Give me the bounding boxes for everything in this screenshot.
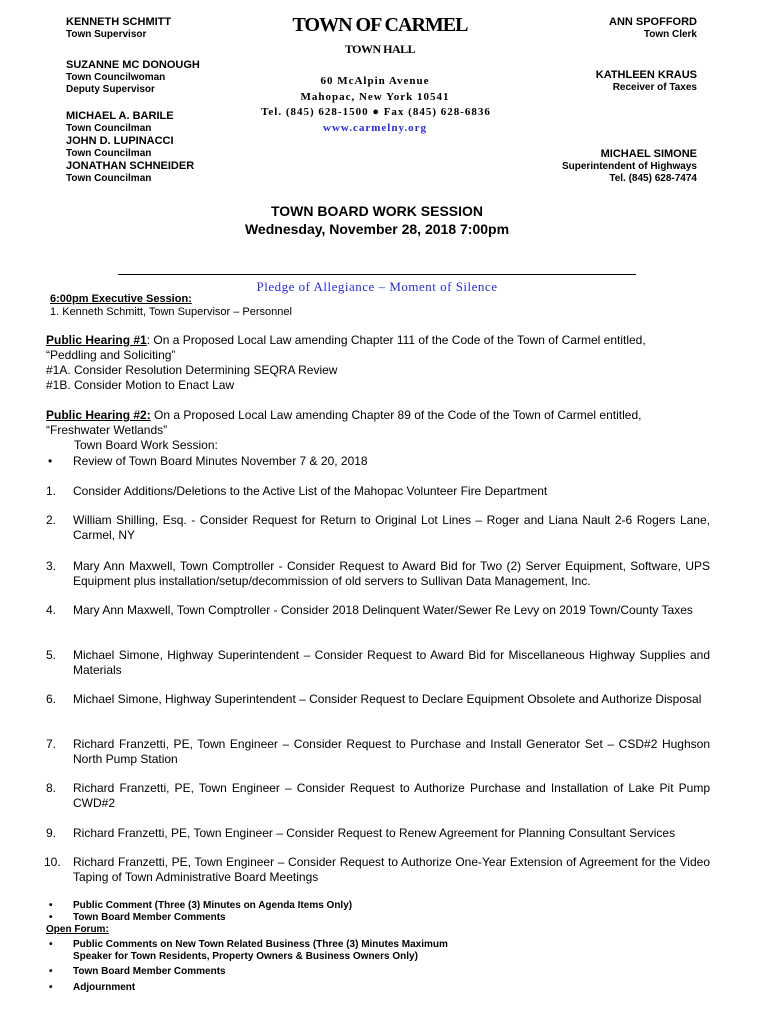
official-name: SUZANNE MC DONOUGH: [66, 59, 200, 71]
agenda-item: [46, 603, 710, 618]
agenda-item-number: 4.: [46, 603, 57, 617]
hearing-1-item-b: #1B. Consider Motion to Enact Law: [46, 378, 235, 392]
official-name: KATHLEEN KRAUS: [595, 69, 697, 81]
right-officials-block: [477, 16, 697, 41]
agenda-item: [46, 559, 710, 589]
website-link[interactable]: www.carmelny.org: [323, 122, 427, 134]
left-officials-block: [66, 16, 266, 41]
official-role: Receiver of Taxes: [612, 82, 697, 93]
member-comments-text: Town Board Member Comments: [73, 912, 226, 923]
adjournment-item: [46, 982, 710, 994]
member-comments-item: [46, 912, 710, 924]
agenda-item-number: 7.: [46, 737, 57, 751]
official-role: Town Supervisor: [66, 29, 147, 40]
public-comments-new-item: [46, 939, 710, 963]
member-comments-item-2: [46, 966, 710, 978]
open-forum-label: Open Forum:: [46, 924, 109, 935]
left-officials-block-2: [66, 59, 266, 96]
agenda-item: [46, 826, 710, 841]
agenda-item-text: Richard Franzetti, PE, Town Engineer – Consider Request to Renew Agreement for Planning Consultant Services: [73, 826, 676, 840]
agenda-item-number: 2.: [46, 513, 57, 527]
hearing-1-title: “Peddling and Soliciting”: [46, 348, 176, 362]
agenda-item-text: Michael Simone, Highway Superintendent – Consider Request to Declare Equipment Obsolete and Authorize Disposal: [73, 692, 702, 706]
official-role: Town Councilwoman: [66, 72, 166, 83]
official-name: KENNETH SCHMITT: [66, 16, 172, 28]
official-name: MICHAEL A. BARILE: [66, 110, 174, 122]
official-role: Superintendent of Highways: [561, 161, 697, 172]
hearing-2-text: On a Proposed Local Law amending Chapter 89 of the Code of the Town of Carmel entitled,: [150, 408, 642, 422]
agenda-item: [46, 781, 710, 811]
agenda-item-number: 1.: [46, 484, 57, 498]
official-role: Town Councilman: [66, 123, 152, 134]
hearing-2-title: “Freshwater Wetlands”: [46, 423, 168, 437]
hearing-2-label: Public Hearing #2:: [46, 408, 151, 422]
meeting-date: Wednesday, November 28, 2018 7:00pm: [244, 221, 510, 237]
executive-item: 1. Kenneth Schmitt, Town Supervisor – Personnel: [50, 306, 292, 318]
hearing-1-label: Public Hearing #1: [46, 333, 147, 347]
adjournment-text: Adjournment: [73, 982, 136, 993]
official-phone: Tel. (845) 628-7474: [609, 173, 697, 184]
public-comments-new-text-2: Speaker for Town Residents, Property Owners & Business Owners Only): [73, 951, 418, 962]
agenda-item-text: Richard Franzetti, PE, Town Engineer – Consider Request to Authorize Purchase and Installation of Lake Pit Pump CWD#2: [73, 781, 710, 810]
agenda-item-text: Richard Franzetti, PE, Town Engineer – Consider Request to Authorize One-Year Extension of Agreement for the Video Taping of Town Administrative Board Meetings: [73, 855, 710, 884]
bullet-icon: •: [48, 454, 53, 468]
public-comment-item: [46, 900, 710, 912]
agenda-item-text: Mary Ann Maxwell, Town Comptroller - Consider 2018 Delinquent Water/Sewer Re Levy on 2019 Town/County Taxes: [73, 603, 693, 617]
official-name: ANN SPOFFORD: [609, 16, 697, 28]
member-comments-text-2: Town Board Member Comments: [73, 966, 226, 977]
address-line-1: 60 McAlpin Avenue: [320, 75, 430, 87]
town-hall-label: TOWN HALL: [344, 42, 416, 56]
official-name: JOHN D. LUPINACCI: [66, 135, 174, 147]
bullet-icon: •: [49, 982, 53, 993]
agenda-item-text: Mary Ann Maxwell, Town Comptroller - Consider Request to Award Bid for Two (2) Server Equipment, Software, UPS Equipment plus installation/setup/decommission of old servers to Sullivan Data Management, Inc.: [73, 559, 710, 588]
agenda-item: [46, 513, 710, 543]
right-officials-block-3: [477, 148, 697, 185]
phone-fax-line: Tel. (845) 628-1500 ● Fax (845) 628-6836: [261, 106, 491, 118]
public-comment-text: Public Comment (Three (3) Minutes on Agenda Items Only): [73, 900, 353, 911]
public-hearing-2: [46, 408, 710, 438]
review-minutes-item: [46, 454, 710, 469]
bullet-icon: •: [49, 966, 53, 977]
agenda-item: [46, 648, 710, 678]
hearing-1-text: : On a Proposed Local Law amending Chapter 111 of the Code of the Town of Carmel entitled,: [146, 333, 646, 347]
official-role-secondary: Deputy Supervisor: [66, 84, 155, 95]
work-session-heading: Town Board Work Session:: [74, 438, 218, 452]
left-officials-block-3: [66, 110, 266, 185]
address-line-2: Mahopac, New York 10541: [300, 91, 450, 103]
official-role: Town Clerk: [643, 29, 697, 40]
agenda-item-number: 9.: [46, 826, 57, 840]
agenda-item-number: 3.: [46, 559, 57, 573]
agenda-item-number: 10.: [44, 855, 61, 869]
bullet-icon: •: [49, 939, 53, 950]
agenda-item: [46, 855, 710, 885]
pledge-line: Pledge of Allegiance – Moment of Silence: [256, 279, 498, 294]
executive-session: [50, 293, 292, 319]
public-hearing-1: [46, 333, 710, 393]
hearing-1-item-a: #1A. Consider Resolution Determining SEQRA Review: [46, 363, 338, 377]
bullet-icon: •: [49, 912, 53, 923]
bullet-icon: •: [49, 900, 53, 911]
executive-heading: 6:00pm Executive Session:: [50, 293, 192, 305]
agenda-item-number: 8.: [46, 781, 57, 795]
agenda-item: [46, 484, 710, 499]
agenda-item-text: Richard Franzetti, PE, Town Engineer – Consider Request to Purchase and Install Generator Set – CSD#2 Hughson North Pump Station: [73, 737, 710, 766]
agenda-item-number: 5.: [46, 648, 57, 662]
meeting-title: TOWN BOARD WORK SESSION: [270, 203, 484, 219]
right-officials-block-2: [477, 69, 697, 94]
public-comments-new-text: Public Comments on New Town Related Business (Three (3) Minutes Maximum: [73, 939, 448, 950]
official-role: Town Councilman: [66, 148, 152, 159]
divider-line: [118, 274, 636, 275]
official-name: MICHAEL SIMONE: [600, 148, 697, 160]
official-role: Town Councilman: [66, 173, 152, 184]
agenda-item-text: Michael Simone, Highway Superintendent – Consider Request to Award Bid for Miscellaneous Highway Supplies and Materials: [73, 648, 710, 677]
agenda-item-number: 6.: [46, 692, 57, 706]
review-minutes-text: Review of Town Board Minutes November 7 & 20, 2018: [73, 454, 368, 468]
agenda-item-text: Consider Additions/Deletions to the Active List of the Mahopac Volunteer Fire Department: [73, 484, 548, 498]
town-name-heading: TOWN OF CARMEL: [292, 14, 468, 36]
official-name: JONATHAN SCHNEIDER: [66, 160, 195, 172]
agenda-item-text: William Shilling, Esq. - Consider Request for Return to Original Lot Lines – Roger and Liana Nault 2-6 Rogers Lane, Carmel, NY: [73, 513, 710, 542]
agenda-item: [46, 737, 710, 767]
agenda-item: [46, 692, 710, 707]
